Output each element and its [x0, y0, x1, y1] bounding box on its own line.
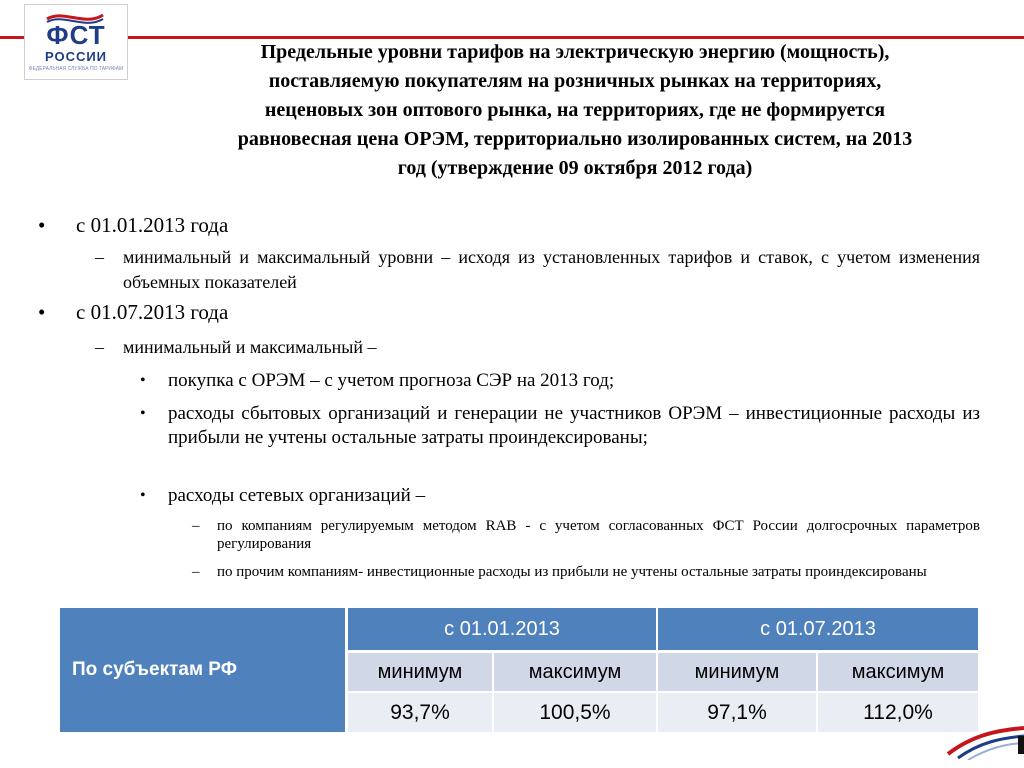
list-item-text: покупка с ОРЭМ – с учетом прогноза СЭР на 2013 год;: [168, 370, 615, 391]
sub-bullet-text: минимальный и максимальный –: [123, 337, 377, 357]
page-title: [100, 38, 1024, 183]
flag-swoosh-icon: [944, 720, 1024, 760]
list-item-orem-purchase: [140, 369, 980, 393]
title-line: год (утверждение 09 октября 2012 года): [397, 157, 753, 179]
dash-marker: –: [192, 518, 200, 534]
dash-marker: –: [95, 337, 104, 357]
list-subitem-other: [192, 563, 980, 581]
table-subheader: минимум: [348, 653, 494, 693]
table-row-header: По субъектам РФ: [60, 608, 348, 732]
bullet-marker: •: [38, 300, 46, 324]
table-subheader: минимум: [658, 653, 818, 693]
bullet-text: с 01.01.2013 года: [76, 213, 229, 237]
sub-bullet-period-2: [95, 335, 980, 360]
table-cell: 97,1%: [658, 693, 818, 732]
table-cell: 112,0%: [818, 693, 978, 732]
list-subitem-rab: [192, 517, 980, 553]
sub-bullet-period-1: [95, 245, 980, 295]
table-period-header: с 01.07.2013: [658, 608, 978, 653]
bullet-marker: •: [140, 372, 146, 389]
title-line: неценовых зон оптового рынка, на территориях, где не формируется: [264, 99, 886, 121]
logo-subtitle: ФЕДЕРАЛЬНАЯ СЛУЖБА ПО ТАРИФАМ: [28, 66, 124, 72]
list-subitem-text: по прочим компаниям- инвестиционные расходы из прибыли не учтены остальные затраты проиндексированы: [217, 564, 927, 580]
logo-country: РОССИИ: [44, 49, 108, 64]
list-item-network-costs: [140, 484, 980, 508]
title-line: Предельные уровни тарифов на электрическую энергию (мощность),: [260, 41, 890, 63]
list-item-sales-costs: [140, 402, 980, 450]
table-subheader: максимум: [818, 653, 978, 693]
title-line: поставляемую покупателям на розничных рынках на территориях,: [268, 70, 882, 92]
bullet-marker: •: [140, 487, 146, 504]
sub-bullet-text: минимальный и максимальный уровни – исходя из установленных тарифов и ставок, с учетом изменения объемных показателей: [123, 247, 980, 292]
bullet-marker: •: [140, 405, 146, 422]
corner-mark: [1018, 736, 1024, 754]
table-period-header: с 01.01.2013: [348, 608, 658, 653]
table-cell: 93,7%: [348, 693, 494, 732]
list-item-text: расходы сетевых организаций –: [168, 485, 426, 506]
bullet-text: с 01.07.2013 года: [76, 300, 229, 324]
title-line: равновесная цена ОРЭМ, территориально изолированных систем, на 2013: [237, 128, 913, 150]
table-subheader: максимум: [494, 653, 658, 693]
dash-marker: –: [192, 564, 200, 580]
list-item-text: расходы сбытовых организаций и генерации не участников ОРЭМ – инвестиционные расходы из прибыли не учтены остальные затраты проиндексированы;: [168, 403, 980, 448]
bullet-marker: •: [38, 213, 46, 237]
tariff-levels-table: [60, 608, 978, 732]
list-subitem-text: по компаниям регулируемым методом RAB - с учетом согласованных ФСТ России долгосрочных параметров регулирования: [217, 518, 980, 552]
logo-name: ФСТ: [46, 20, 106, 50]
table-cell: 100,5%: [494, 693, 658, 732]
dash-marker: –: [95, 247, 104, 267]
